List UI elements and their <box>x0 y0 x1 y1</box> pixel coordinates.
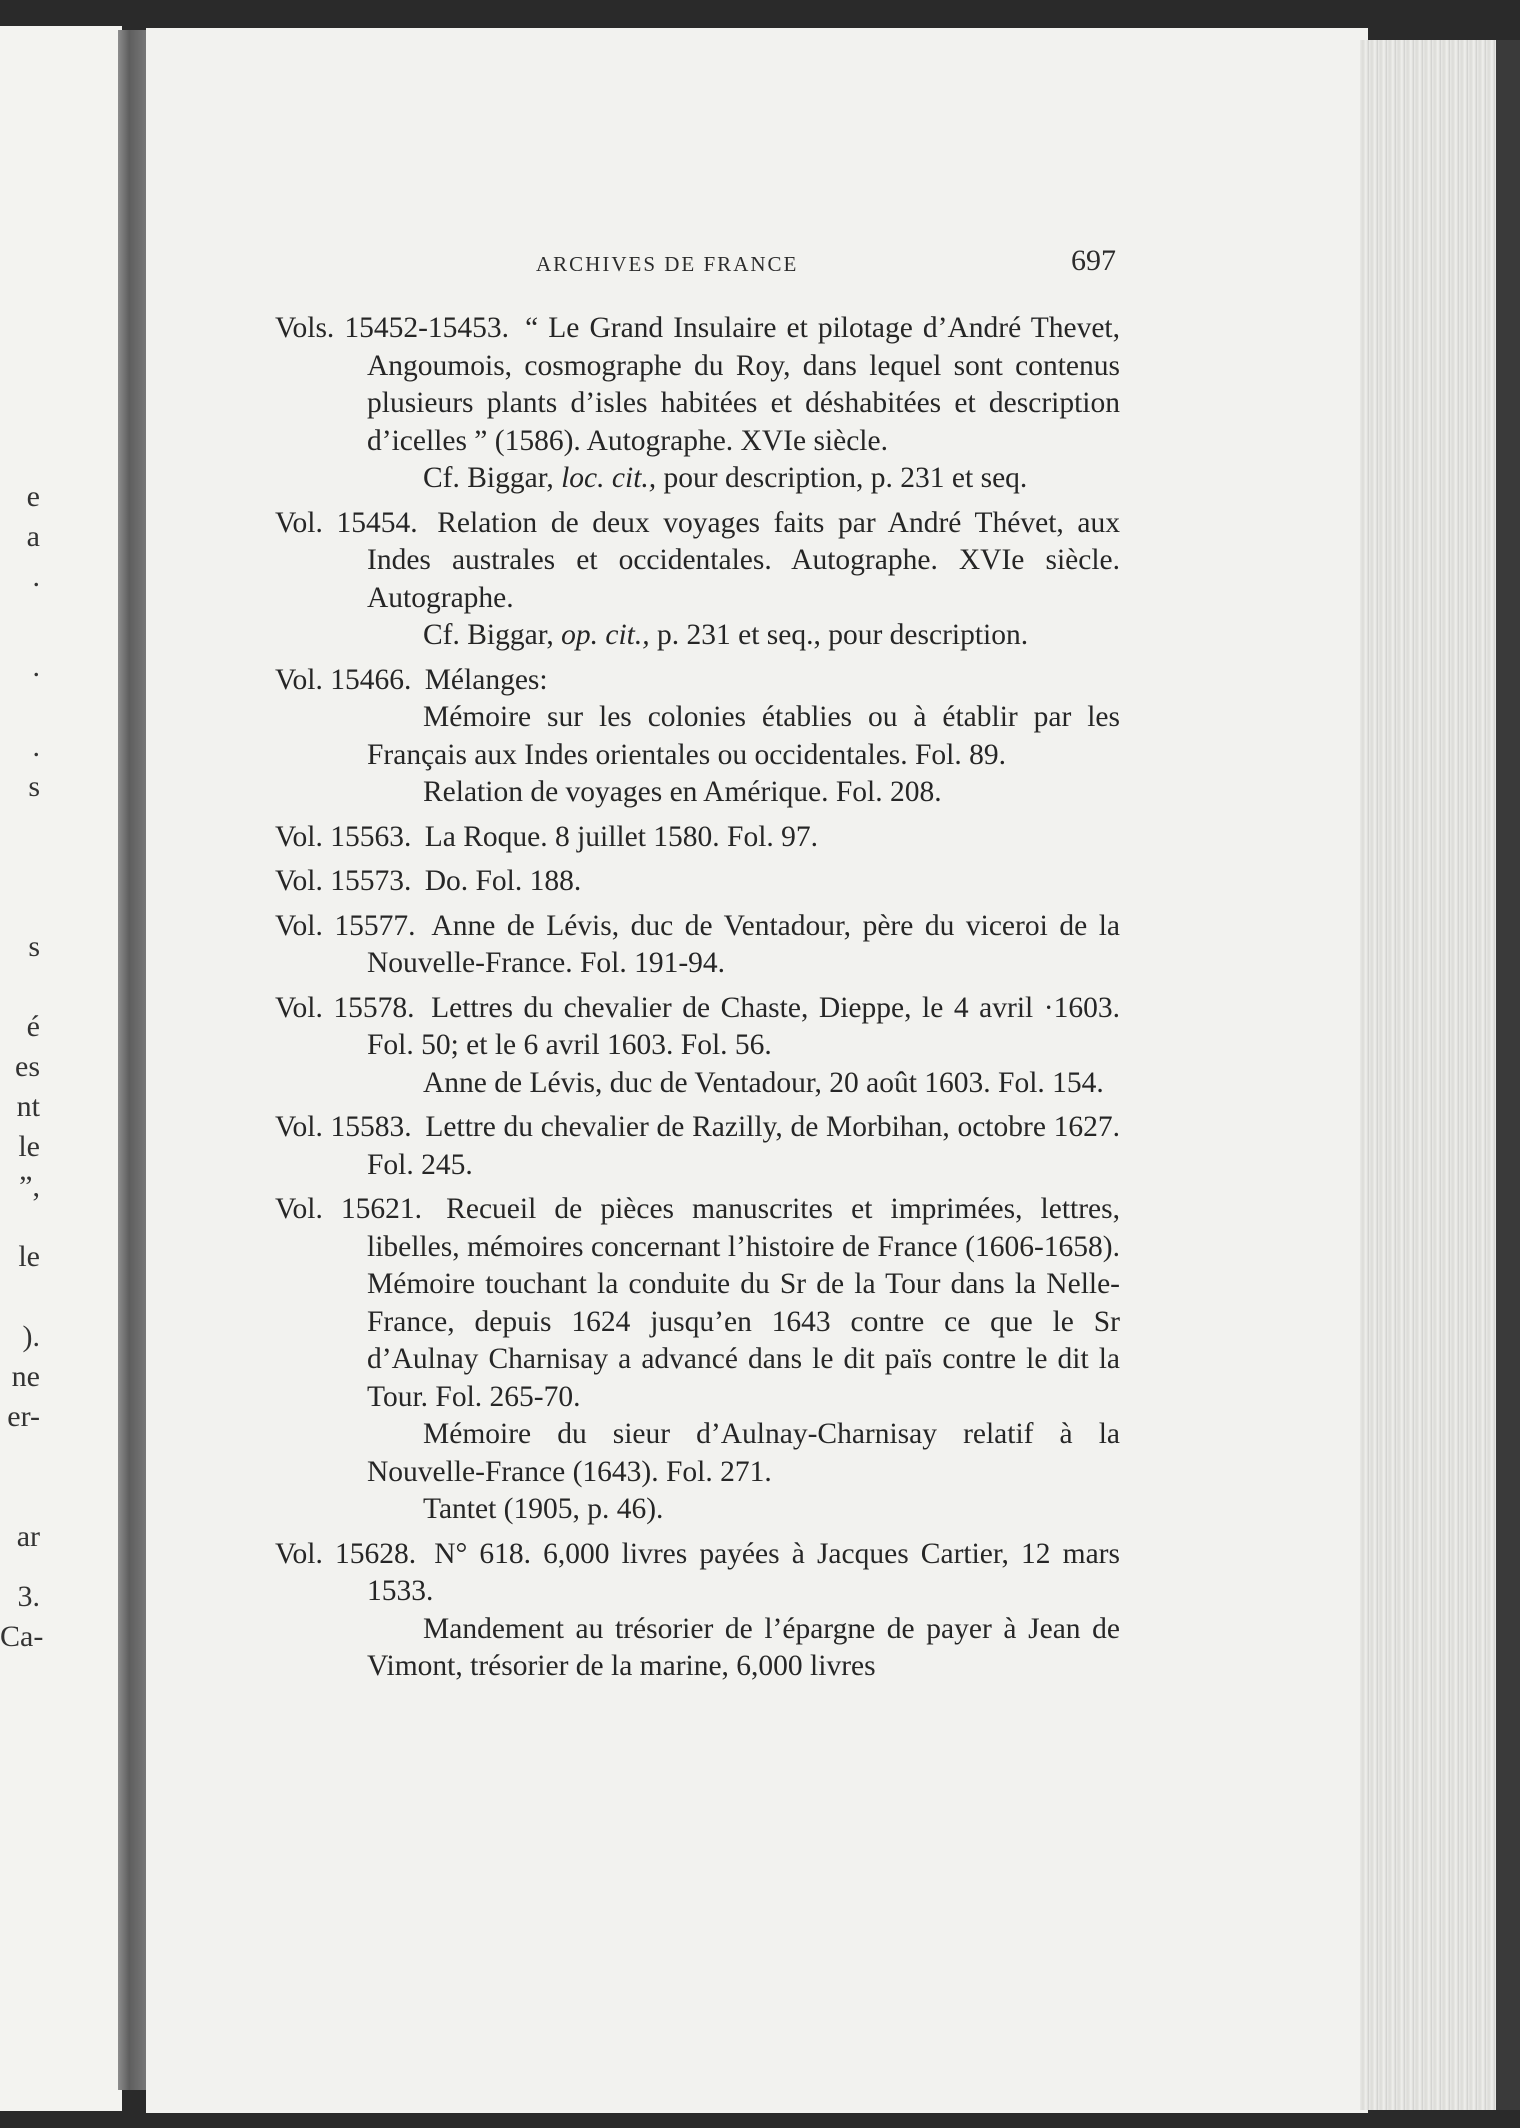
entry-description: Recueil de pièces manuscrites et imprimées, lettres, libelles, mémoires concernant l’histoire de France (1606-1658). Mémoire touchant la conduite du Sr de la Tour dans la Nelle-France, depuis 1624 jusqu’en 1643 contre ce que le Sr d’Aulnay Charnisay a advancé dans le dit païs contre le dit la Tour. Fol. 265-70. <box>367 1193 1121 1413</box>
volume-reference: Vols. 15452-15453. <box>275 312 510 344</box>
facing-page-fragment: 3. <box>17 1580 40 1613</box>
catalogue-entry <box>275 1191 1120 1416</box>
facing-page-fragment: le <box>18 1130 40 1163</box>
entry-description: Mélanges: <box>424 663 548 696</box>
volume-reference: Vol. 15454. <box>275 506 418 539</box>
facing-page-fragment: er- <box>7 1400 40 1433</box>
catalogue-entry <box>275 819 1120 857</box>
facing-page-fragment: é <box>26 1010 40 1043</box>
entry-description: “ Le Grand Insulaire et pilotage d’André Thevet, Angoumois, cosmographe du Roy, dans lequel sont contenus plusieurs plants d’isles habitées et déshabitées et description d’icelles ” (1586). Autographe. XVIe siècle. <box>367 312 1120 457</box>
note-text: Mandement au trésorier de l’épargne de payer à Jean de Vimont, trésorier de la marine, 6,000 livres <box>367 1612 1120 1682</box>
entry-description: N° 618. 6,000 livres payées à Jacques Cartier, 12 mars 1533. <box>367 1537 1120 1607</box>
entry-note <box>275 1491 1120 1529</box>
running-head: ARCHIVES DE FRANCE <box>536 252 799 276</box>
entry-description: Anne de Lévis, duc de Ventadour, père du viceroi de la Nouvelle-France. Fol. 191-94. <box>367 909 1120 979</box>
catalogue-entries <box>275 310 1120 1693</box>
volume-reference: Vol. 15621. <box>275 1193 423 1225</box>
facing-page-fragment: s <box>28 930 40 963</box>
volume-reference: Vol. 15563. <box>275 820 412 853</box>
entry-description: Do. Fol. 188. <box>424 865 582 897</box>
entry-description: Lettre du chevalier de Razilly, de Morbihan, octobre 1627. Fol. 245. <box>367 1111 1121 1181</box>
facing-page-fragment: . <box>32 730 40 763</box>
facing-page-fragment: . <box>32 560 40 593</box>
note-citation: op. cit., <box>561 619 650 651</box>
entry-note <box>275 699 1120 774</box>
facing-page-fragment: Ca- <box>0 1620 44 1653</box>
entry-note <box>275 1416 1120 1491</box>
note-citation: loc. cit., <box>561 462 657 494</box>
note-text: Relation de voyages en Amérique. Fol. 208. <box>423 776 942 808</box>
catalogue-entry <box>275 1536 1120 1611</box>
facing-page-fragment: a <box>26 520 40 553</box>
book-gutter <box>118 30 146 2090</box>
catalogue-entry <box>275 505 1120 618</box>
volume-reference: Vol. 15573. <box>275 865 412 897</box>
note-text: Mémoire sur les colonies établies ou à établir par les Français aux Indes orientales ou occidentales. Fol. 89. <box>367 701 1120 771</box>
volume-reference: Vol. 15577. <box>275 909 416 942</box>
note-text: Anne de Lévis, duc de Ventadour, 20 août 1603. Fol. 154. <box>423 1066 1104 1099</box>
facing-page-fragment: . <box>32 650 40 683</box>
entry-note <box>275 460 1120 498</box>
facing-page-fragment: ”, <box>19 1170 40 1203</box>
facing-page-fragment: es <box>15 1050 40 1083</box>
catalogue-entry <box>275 662 1120 700</box>
facing-page-fragment: s <box>28 770 40 803</box>
facing-page-fragment: ar <box>16 1520 40 1553</box>
facing-page-fragment: nt <box>16 1090 40 1123</box>
book-cover-edge <box>1496 40 1520 2110</box>
volume-reference: Vol. 15466. <box>275 663 412 696</box>
volume-reference: Vol. 15578. <box>275 991 415 1024</box>
note-text: Cf. Biggar, <box>423 619 562 651</box>
note-text: Mémoire du sieur d’Aulnay-Charnisay relatif à la Nouvelle-France (1643). Fol. 271. <box>367 1418 1120 1488</box>
facing-page-fragment: e <box>26 480 40 513</box>
entry-note <box>275 1611 1120 1686</box>
facing-page-fragment: le <box>18 1240 40 1273</box>
volume-reference: Vol. 15628. <box>275 1537 417 1570</box>
entry-note <box>275 617 1120 655</box>
facing-page-fragment: ne <box>11 1360 40 1393</box>
entry-note <box>275 1065 1120 1103</box>
entry-description: Relation de deux voyages faits par André Thévet, aux Indes australes et occidentales. Autographe. XVIe siècle. Autographe. <box>367 506 1121 614</box>
note-text-tail: p. 231 et seq., pour description. <box>649 619 1029 651</box>
catalogue-entry <box>275 1109 1120 1184</box>
facing-page-fragment: ). <box>22 1320 40 1353</box>
note-text-tail: pour description, p. 231 et seq. <box>656 462 1028 494</box>
note-text: Tantet (1905, p. 46). <box>423 1493 664 1525</box>
catalogue-entry <box>275 908 1120 983</box>
volume-reference: Vol. 15583. <box>275 1111 412 1143</box>
entry-description: La Roque. 8 juillet 1580. Fol. 97. <box>424 820 819 853</box>
entry-description: Lettres du chevalier de Chaste, Dieppe, le 4 avril ·1603. Fol. 50; et le 6 avril 1603. Fol. 56. <box>367 991 1120 1061</box>
catalogue-entry <box>275 863 1120 901</box>
entry-note <box>275 774 1120 812</box>
catalogue-entry <box>275 990 1120 1065</box>
page-number: 697 <box>1071 244 1116 277</box>
note-text: Cf. Biggar, <box>423 462 562 494</box>
catalogue-entry <box>275 310 1120 460</box>
